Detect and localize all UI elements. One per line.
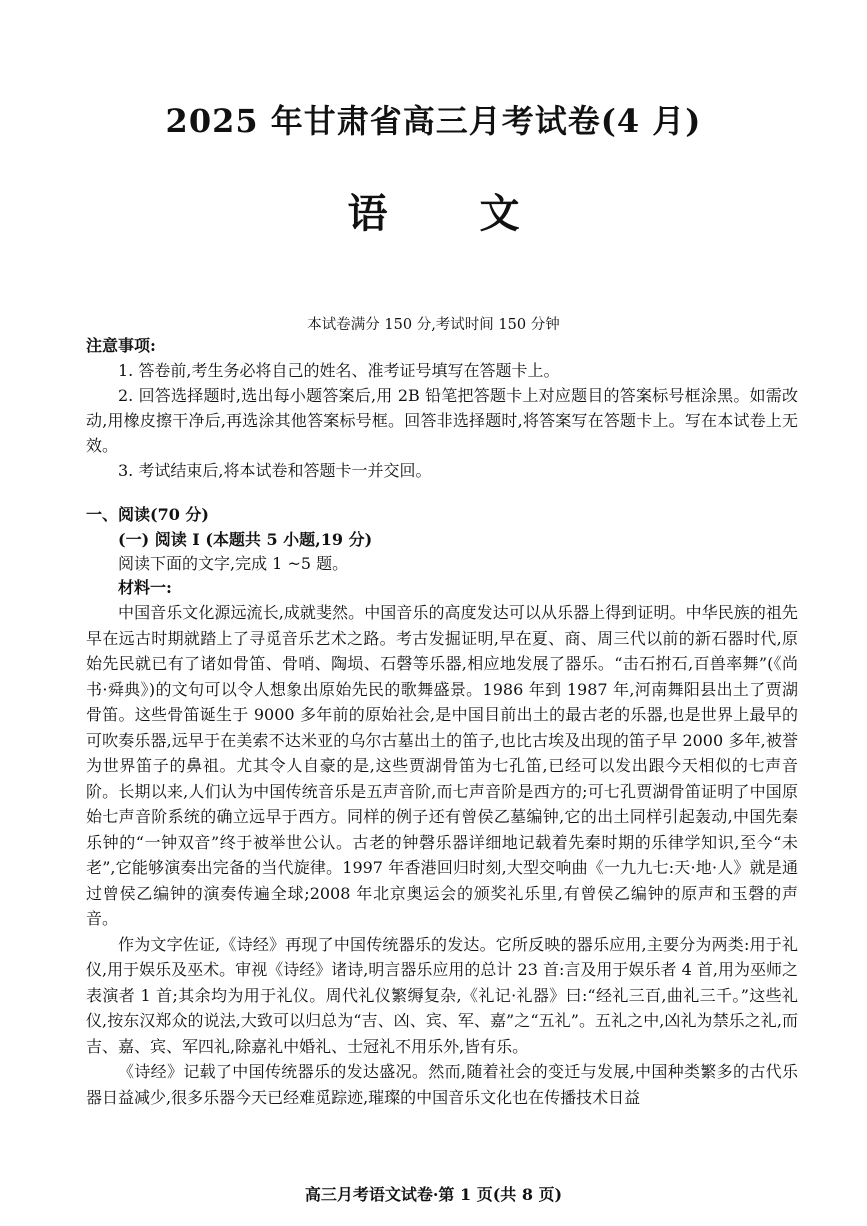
notice-block <box>86 333 798 483</box>
section-title: 一、阅读(70 分) <box>86 505 209 524</box>
notice-item: 1. 答卷前,考生务必将自己的姓名、准考证号填写在答题卡上。 <box>118 361 560 380</box>
exam-title: 2025 年甘肃省高三月考试卷(4 月) <box>165 102 702 140</box>
subject-title: 语文 <box>347 190 612 237</box>
instruction: 阅读下面的文字,完成 1 ~5 题。 <box>118 554 349 573</box>
paragraph: 作为文字佐证,《诗经》再现了中国传统器乐的发达。它所反映的器乐应用,主要分为两类:用于礼仪,用于娱乐及巫术。审视《诗经》诸诗,明言器乐应用的总计 23 首:言及用于娱乐者 4 首,用为巫师之表演者 1 首;其余均为用于礼仪。周代礼仪繁缛复杂,《礼记·礼器》曰:“经礼三百,曲礼三千。”这些礼仪,按东汉郑众的说法,大致可以归总为“吉、凶、宾、军、嘉”之“五礼”。五礼之中,凶礼为禁乐之礼,而吉、嘉、宾、军四礼,除嘉礼中婚礼、士冠礼不用乐外,皆有乐。 <box>86 934 798 1056</box>
subsection-title: (一) 阅读 I (本题共 5 小题,19 分) <box>118 530 373 549</box>
paragraph: 中国音乐文化源远流长,成就斐然。中国音乐的高度发达可以从乐器上得到证明。中华民族的祖先早在远古时期就踏上了寻觅音乐艺术之路。考古发掘证明,早在夏、商、周三代以前的新石器时代,原始先民就已有了诸如骨笛、骨哨、陶埙、石磬等乐器,相应地发展了器乐。“击石拊石,百兽率舞”(《尚书·舜典》)的文句可以令人想象出原始先民的歌舞盛景。1986 年到 1987 年,河南舞阳县出土了贾湖骨笛。这些骨笛诞生于 9000 多年前的原始社会,是中国目前出土的最古老的乐器,也是世界上最早的可吹奏乐器,远早于在美索不达米亚的乌尔古墓出土的笛子,也比古埃及出现的笛子早 2000 多年,被誉为世界笛子的鼻祖。尤其令人自豪的是,这些贾湖骨笛为七孔笛,已经可以发出跟今天相似的七声音阶。长期以来,人们认为中国传统音乐是五声音阶,而七声音阶是西方的;可七孔贾湖骨笛证明了中国原始七声音阶系统的确立远早于西方。同样的例子还有曾侯乙墓编钟,它的出土同样引起轰动,中国先秦乐钟的“一钟双音”终于被举世公认。古老的钟磬乐器详细地记载着先秦时期的乐律学知识,至今“未老”,它能够演奏出完备的当代旋律。1997 年香港回归时刻,大型交响曲《一九九七:天·地·人》就是通过曾侯乙编钟的演奏传遍全球;2008 年北京奥运会的颁奖礼乐里,有曾侯乙编钟的原声和玉磬的声音。 <box>86 603 798 928</box>
notice-item: 3. 考试结束后,将本试卷和答题卡一并交回。 <box>118 461 432 480</box>
exam-meta: 本试卷满分 150 分,考试时间 150 分钟 <box>307 317 560 333</box>
material-label: 材料一: <box>118 578 172 597</box>
notice-item: 2. 回答选择题时,选出每小题答案后,用 2B 铅笔把答题卡上对应题目的答案标号框涂黑。如需改动,用橡皮擦干净后,再选涂其他答案标号框。回答非选择题时,将答案写在答题卡上。写在本试卷上无效。 <box>86 386 798 455</box>
reading-section <box>86 503 798 1110</box>
page-footer: 高三月考语文试卷·第 1 页(共 8 页) <box>304 1185 563 1204</box>
notice-heading: 注意事项: <box>86 336 156 355</box>
paragraph: 《诗经》记载了中国传统器乐的发达盛况。然而,随着社会的变迁与发展,中国种类繁多的古代乐器日益减少,很多乐器今天已经难觅踪迹,璀璨的中国音乐文化也在传播技术日益 <box>86 1062 798 1107</box>
